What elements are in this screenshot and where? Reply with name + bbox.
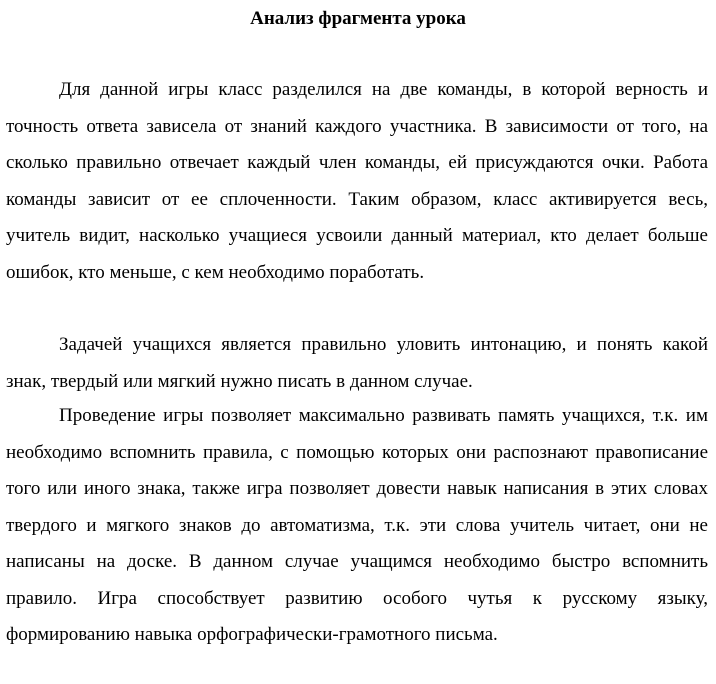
paragraph-task: Задачей учащихся является правильно уловить интонацию, и понять какой знак, твердый или мягкий нужно писать в данном случае. xyxy=(6,334,708,392)
paragraph-game-benefits: Проведение игры позволяет максимально развивать память учащихся, т.к. им необходимо вспомнить правила, с помощью которых они распознают правописание того или иного знака, также игра позволяет довести навык написания в этих словах твердого и мягкого знаков до автоматизма, т.к. эти слова учитель читает, они не написаны на доске. В данном случае учащимся необходимо быстро вспомнить правило. Игра способствует развитию особого чутья к русскому языку, формированию навыка орфографически-грамотного письма. xyxy=(6,405,708,645)
document-title: Анализ фрагмента урока xyxy=(250,8,466,29)
paragraph-team-game: Для данной игры класс разделился на две команды, в которой верность и точность ответа зависела от знаний каждого участника. В зависимости от того, на сколько правильно отвечает каждый член команды, ей присуждаются очки. Работа команды зависит от ее сплоченности. Таким образом, класс активируется весь, учитель видит, насколько учащиеся усвоили данный материал, кто делает больше ошибок, кто меньше, с кем необходимо поработать. xyxy=(6,79,708,283)
